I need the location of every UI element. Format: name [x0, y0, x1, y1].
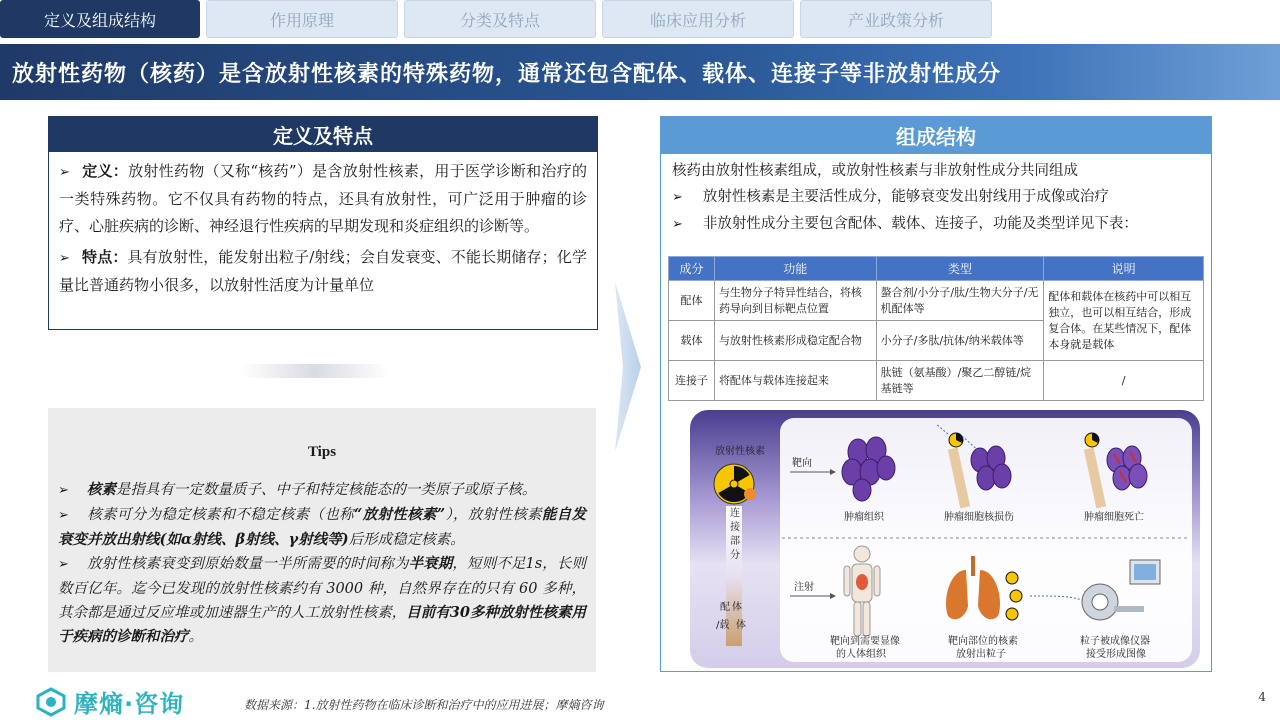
linker-label: 连 [730, 508, 740, 519]
stage-label: 肿瘤细胞核损伤 [944, 512, 1014, 523]
ligand-label: /载 [716, 620, 730, 631]
column-header: 成分 [669, 257, 715, 281]
ligand-label: 体 [736, 620, 746, 631]
page-title: 放射性药物（核药）是含放射性核素的特殊药物，通常还包含配体、载体、连接子等非放射性成分 [12, 60, 1002, 87]
data-source: 数据来源：1.放射性药物在临床诊断和治疗中的应用进展；摩熵咨询 [244, 698, 604, 712]
page-number: 4 [1258, 690, 1266, 704]
linker-label: 分 [730, 550, 740, 561]
composition-table [668, 256, 1204, 401]
tip-item [58, 478, 586, 503]
table-cell: 连接子 [669, 361, 715, 401]
ligand-label: 配 [720, 602, 730, 613]
linker-label: 部 [730, 536, 740, 547]
step-label: 的人体组织 [836, 649, 886, 660]
bullet-text: 放射性核素是主要活性成分，能够衰变发出射线用于成像或治疗 [702, 189, 1109, 205]
feature-label: 特点： [81, 248, 128, 266]
arrow-bullet-icon: ➢ [59, 165, 70, 180]
tip-keyword: 能自发衰变并放出射线(如α射线、β射线、γ射线等) [58, 506, 587, 548]
tip-text: ），放射性核素 [445, 507, 542, 523]
tip-item [58, 503, 586, 552]
tip-text: 是指具有一定数量质子、中子和特定核能态的一类原子或原子核。 [115, 482, 537, 498]
table-cell: 配体 [669, 281, 715, 321]
table-cell: 螯合剂/小分子/肽/生物大分子/无机配体等 [876, 281, 1044, 321]
table-header-row [669, 257, 1204, 281]
tab-classification[interactable]: 分类及特点 [404, 0, 596, 38]
table-row [669, 281, 1204, 321]
table-cell: 与放射性核素形成稳定配合物 [714, 321, 876, 361]
bullet-item [672, 184, 1206, 211]
arrow-bullet-icon: ➢ [58, 557, 69, 572]
table-row [669, 361, 1204, 401]
table-cell: 载体 [669, 321, 715, 361]
composition-intro [672, 158, 1206, 238]
column-header: 功能 [714, 257, 876, 281]
targeting-label: 靶向 [792, 458, 812, 469]
tab-clinical[interactable]: 临床应用分析 [602, 0, 794, 38]
bullet-text: 非放射性成分主要包含配体、载体、连接子，功能及类型详见下表： [702, 216, 1138, 232]
definition-box [48, 152, 598, 330]
bullet-item [672, 211, 1206, 238]
tip-keyword: 半衰期 [408, 555, 453, 572]
table-cell: 与生物分子特异性结合，将核药导向到目标靶点位置 [714, 281, 876, 321]
composition-heading: 组成结构 [660, 116, 1212, 154]
intro-text: 核药由放射性核素组成，或放射性核素与非放射性成分共同组成 [672, 163, 1078, 179]
tip-text: 核素可分为稳定核素和不稳定核素（也称 [86, 507, 354, 523]
tab-mechanism[interactable]: 作用原理 [206, 0, 398, 38]
table-cell: 小分子/多肽/抗体/纳米载体等 [876, 321, 1044, 361]
table-cell: 肽链（氨基酸）/聚乙二醇链/烷基链等 [876, 361, 1044, 401]
ligand-label: 体 [732, 602, 742, 613]
arrow-bullet-icon: ➢ [58, 483, 69, 498]
tip-item [58, 552, 586, 649]
linker-label: 接 [730, 522, 740, 533]
tab-policy[interactable]: 产业政策分析 [800, 0, 992, 38]
arrow-bullet-icon: ➢ [672, 190, 683, 205]
tip-text: 放射性核素衰变到原始数量一半所需要的时间称为 [86, 556, 409, 572]
tip-text: 后形成稳定核素。 [348, 532, 465, 548]
decorative-bar [240, 364, 390, 378]
tips-box [48, 408, 596, 672]
tab-definition-structure[interactable]: 定义及组成结构 [0, 0, 200, 38]
step-label: 靶向部位的核素 [948, 636, 1018, 647]
column-header: 类型 [876, 257, 1044, 281]
stage-label: 肿瘤细胞死亡 [1084, 512, 1144, 523]
tip-text: ，短则不足1s，长则数百亿年。迄今已发现的放射性核素约有 3000 种，自然界存在的只有 60 多种，其余都是通过反应堆或加速器生产的人工放射性核素， [58, 556, 587, 621]
tips-title: Tips [307, 444, 337, 460]
brand-logo [34, 684, 184, 719]
feature-text: 具有放射性，能发射出粒子/射线；会自发衰变、不能长期储存；化学量比普通药物小很多，以放射性活度为计量单位 [59, 248, 587, 294]
step-label: 放射出粒子 [956, 649, 1006, 660]
chevron-right-icon [615, 282, 641, 452]
tip-keyword: 核素 [86, 481, 116, 498]
inject-label: 注射 [794, 582, 814, 593]
tip-text: 。 [188, 629, 203, 645]
title-banner [0, 44, 1280, 100]
column-header: 说明 [1044, 257, 1204, 281]
logo-text: 摩熵·咨询 [74, 690, 185, 718]
tip-keyword: “放射性核素” [353, 506, 446, 523]
mechanism-diagram [690, 410, 1200, 668]
table-cell: / [1044, 361, 1204, 401]
tab-bar [0, 0, 1280, 40]
feature-paragraph [59, 244, 587, 299]
nuclide-label: 放射性核素 [715, 446, 765, 457]
step-label: 粒子被成像仪器 [1080, 636, 1150, 647]
logo-icon [34, 687, 68, 717]
definition-paragraph [59, 158, 587, 240]
step-label: 接受形成图像 [1086, 649, 1146, 660]
step-label: 靶向到需要显像 [830, 636, 900, 647]
arrow-bullet-icon: ➢ [672, 217, 683, 232]
arrow-bullet-icon: ➢ [59, 251, 70, 266]
definition-text: 放射性药物（又称“核药”）是含放射性核素，用于医学诊断和治疗的一类特殊药物。它不仅具有药物的特点，还具有放射性，可广泛用于肿瘤的诊疗、心脏疾病的诊断、神经退行性疾病的早期发现和炎症组织的诊断等。 [59, 162, 587, 235]
table-cell: 将配体与载体连接起来 [714, 361, 876, 401]
stage-label: 肿瘤组织 [844, 512, 884, 523]
tip-keyword: 目前有30多种放射性核素用于疾病的诊断和治疗 [58, 604, 586, 645]
arrow-bullet-icon: ➢ [58, 508, 69, 523]
table-cell: 配体和载体在核药中可以相互独立，也可以相互结合，形成复合体。在某些情况下，配体本身就是载体 [1044, 281, 1204, 361]
definition-label: 定义： [81, 162, 129, 180]
definition-heading: 定义及特点 [48, 116, 598, 152]
